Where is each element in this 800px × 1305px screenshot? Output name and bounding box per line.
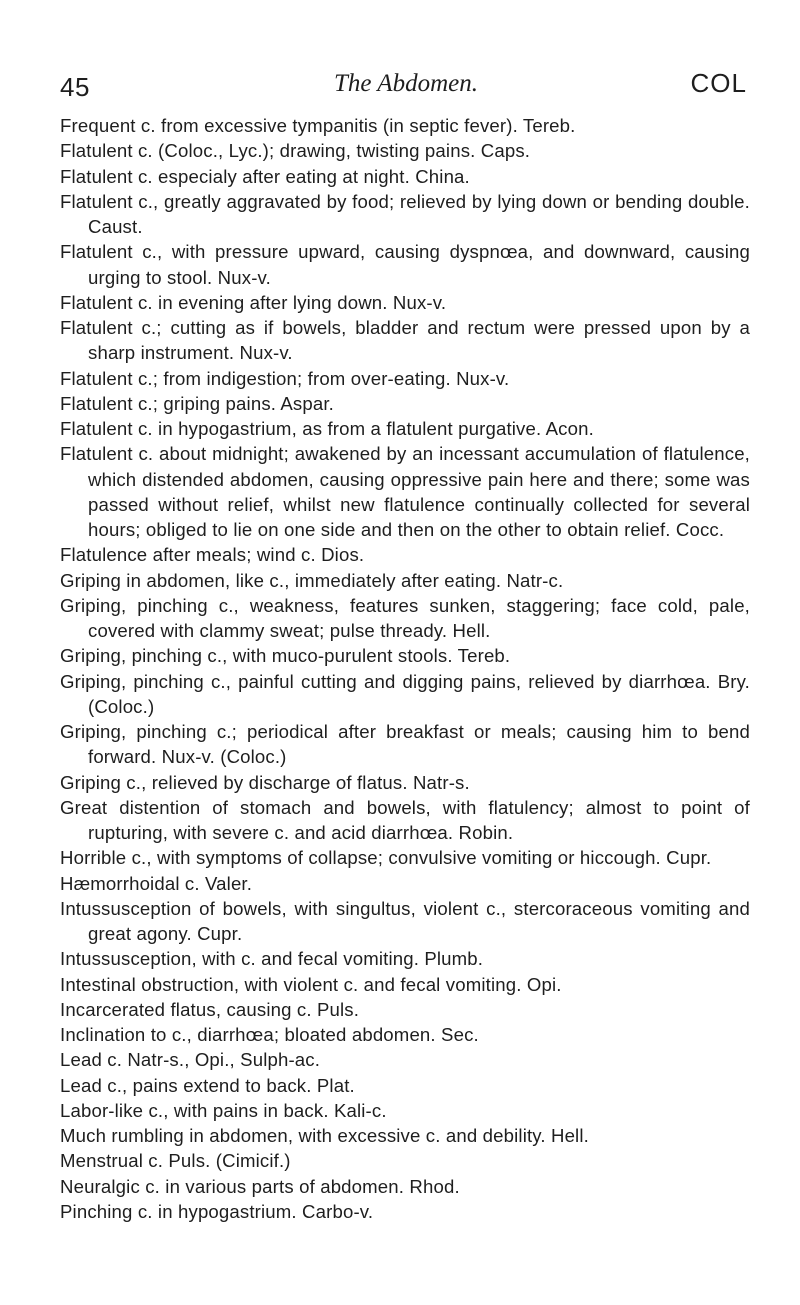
symptom-entry: Much rumbling in abdomen, with excessive c. and debility. Hell. — [60, 1125, 589, 1146]
symptom-entry: Frequent c. from excessive tympanitis (in septic fever). Tereb. — [60, 115, 576, 136]
symptom-entry: Menstrual c. Puls. (Cimicif.) — [60, 1150, 291, 1172]
symptom-entry: Griping, pinching c., weakness, features sunken, staggering; face cold, pale, covered with clammy sweat; pulse thready. Hell. — [60, 594, 750, 641]
symptom-entry: Griping c., relieved by discharge of flatus. Natr-s. — [60, 771, 470, 793]
section-code: COL — [690, 68, 747, 98]
symptom-entry: Flatulent c. in hypogastrium, as from a flatulent purgative. Acon. — [60, 418, 594, 439]
symptom-entry: Flatulent c.; from indigestion; from over-eating. Nux-v. — [60, 367, 510, 389]
symptom-entry: Pinching c. in hypogastrium. Carbo-v. — [60, 1200, 374, 1222]
symptom-entry: Flatulent c. especialy after eating at night. China. — [60, 165, 470, 187]
symptom-entry: Incarcerated flatus, causing c. Puls. — [60, 998, 360, 1020]
symptom-entry: Lead c. Natr-s., Opi., Sulph-ac. — [60, 1049, 321, 1071]
symptom-entry: Flatulence after meals; wind c. Dios. — [60, 544, 365, 566]
symptom-entry: Neuralgic c. in various parts of abdomen. Rhod. — [60, 1175, 460, 1197]
symptom-entry: Griping, pinching c., with muco-purulent stools. Tereb. — [60, 645, 511, 667]
symptom-entry: Great distention of stomach and bowels, with flatulency; almost to point of rupturing, with severe c. and acid diarrhœa. Robin. — [60, 796, 750, 843]
symptom-list — [60, 113, 750, 1224]
symptom-entry: Flatulent c.; griping pains. Aspar. — [60, 392, 334, 414]
symptom-entry: Flatulent c. (Coloc., Lyc.); drawing, twisting pains. Caps. — [60, 140, 531, 162]
symptom-entry: Flatulent c., with pressure upward, causing dyspnœa, and downward, causing urging to stool. Nux-v. — [60, 241, 750, 288]
symptom-entry: Intestinal obstruction, with violent c. and fecal vomiting. Opi. — [60, 973, 562, 995]
page-number: 45 — [60, 72, 90, 102]
symptom-entry: Griping in abdomen, like c., immediately after eating. Natr-c. — [60, 569, 564, 591]
symptom-entry: Hæmorrhoidal c. Valer. — [60, 872, 253, 894]
symptom-entry: Horrible c., with symptoms of collapse; convulsive vomiting or hiccough. Cupr. — [60, 847, 712, 869]
symptom-entry: Inclination to c., diarrhœa; bloated abdomen. Sec. — [60, 1024, 479, 1045]
symptom-entry: Griping, pinching c.; periodical after breakfast or meals; causing him to bend forward. Nux-v. (Coloc.) — [60, 721, 750, 768]
symptom-entry: Flatulent c., greatly aggravated by food; relieved by lying down or bending double. Caust. — [60, 190, 750, 237]
symptom-entry: Griping, pinching c., painful cutting and digging pains, relieved by diarrhœa. Bry. (Coloc.) — [60, 670, 750, 717]
symptom-entry: Labor-like c., with pains in back. Kali-c. — [60, 1099, 387, 1121]
symptom-entry: Intussusception of bowels, with singultus, violent c., stercoraceous vomiting and great agony. Cupr. — [60, 897, 750, 944]
symptom-entry: Flatulent c. in evening after lying down. Nux-v. — [60, 291, 447, 313]
symptom-entry: Lead c., pains extend to back. Plat. — [60, 1074, 355, 1096]
symptom-entry: Intussusception, with c. and fecal vomiting. Plumb. — [60, 948, 484, 970]
symptom-entry: Flatulent c. about midnight; awakened by an incessant accumulation of flatulence, which distended abdomen, causing oppressive pain here and there; some was passed without relief, whilst new flatulence continually collected for several hours; obliged to lie on one side and then on the other to obtain relief. Cocc. — [60, 443, 750, 540]
symptom-entry: Flatulent c.; cutting as if bowels, bladder and rectum were pressed upon by a sharp instrument. Nux-v. — [60, 317, 750, 364]
running-title: The Abdomen. — [334, 70, 478, 97]
running-header — [60, 66, 747, 102]
